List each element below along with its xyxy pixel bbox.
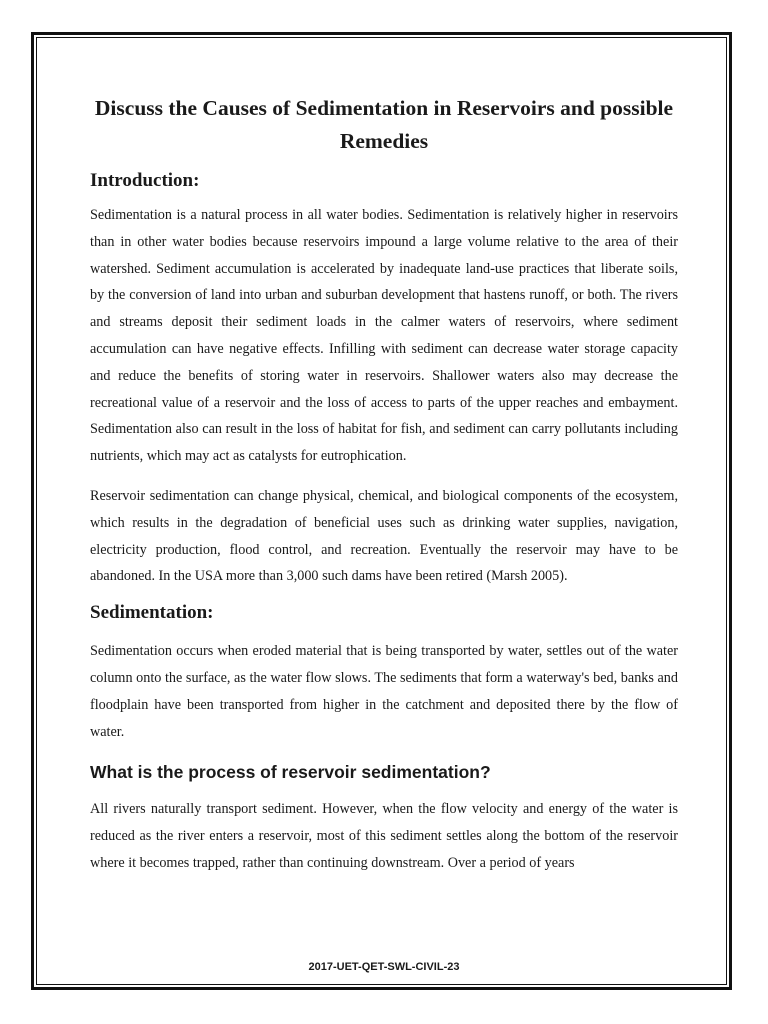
- section-heading-sedimentation: Sedimentation:: [90, 602, 214, 624]
- process-paragraph: All rivers naturally transport sediment. However, when the flow velocity and energy of the water is reduced as the river enters a reservoir, most of this sediment settles along the bottom of the reservoir where it becomes trapped, rather than continuing downstream. Over a period of years: [90, 801, 678, 871]
- document-page: [90, 92, 678, 877]
- page-footer: 2017-UET-QET-SWL-CIVIL-23: [308, 961, 460, 973]
- section-heading-introduction: Introduction:: [90, 170, 200, 191]
- introduction-paragraph-2: Reservoir sedimentation can change physical, chemical, and biological components of the ecosystem, which results in the degradation of beneficial uses such as drinking water supplies, navigation, electricity production, flood control, and recreation. Eventually the reservoir may have to be abandoned. In the USA more than 3,000 such dams have been retired (Marsh 2005).: [90, 487, 678, 585]
- section-heading-process: What is the process of reservoir sedimentation?: [90, 762, 491, 783]
- document-title: Discuss the Causes of Sedimentation in Reservoirs and possible Remedies: [94, 96, 674, 153]
- sedimentation-paragraph: Sedimentation occurs when eroded material that is being transported by water, settles out of the water column onto the surface, as the water flow slows. The sediments that form a waterway's bed, banks and floodplain have been transported from higher in the catchment and deposited there by the flow of water.: [90, 643, 678, 740]
- introduction-paragraph-1: Sedimentation is a natural process in all water bodies. Sedimentation is relatively higher in reservoirs than in other water bodies because reservoirs impound a large volume relative to the area of their watershed. Sediment accumulation is accelerated by inadequate land-use practices that liberate soils, by the conversion of land into urban and suburban development that hastens runoff, or both. The rivers and streams deposit their sediment loads in the calmer waters of reservoirs, where sediment accumulation can have negative effects. Infilling with sediment can decrease water storage capacity and reduce the benefits of storing water in reservoirs. Shallower waters also may decrease the recreational value of a reservoir and the loss of access to parts of the upper reaches and embayment. Sedimentation also can result in the loss of habitat for fish, and sediment can carry pollutants including nutrients, which may act as catalysts for eutrophication.: [90, 207, 678, 465]
